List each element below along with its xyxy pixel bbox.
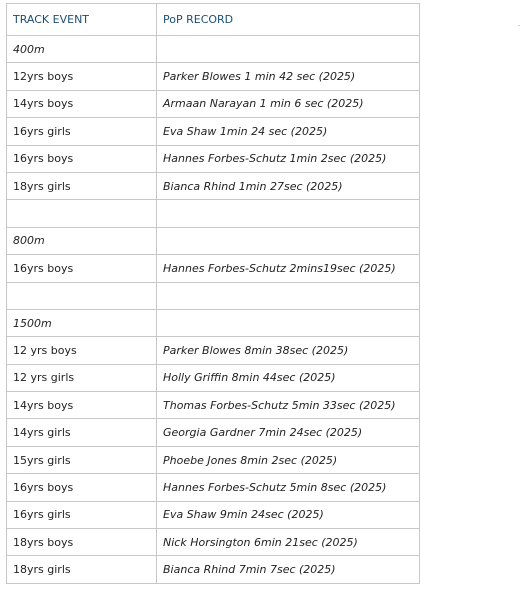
table-row [7, 118, 420, 145]
event-cell: 12 yrs girls [7, 364, 157, 391]
event-cell: 18yrs girls [7, 556, 157, 583]
table-row [7, 556, 420, 583]
record-cell: Holly Griffin 8min 44sec (2025) [157, 364, 420, 391]
record-cell [157, 200, 420, 227]
event-cell: 15yrs girls [7, 446, 157, 473]
section-title: 1500m [7, 309, 157, 336]
record-cell: Phoebe Jones 8min 2sec (2025) [157, 446, 420, 473]
table-row [7, 529, 420, 556]
table-row [7, 90, 420, 117]
event-cell: 16yrs boys [7, 474, 157, 501]
record-cell: Georgia Gardner 7min 24sec (2025) [157, 419, 420, 446]
record-cell [157, 36, 420, 63]
records-table [6, 3, 420, 584]
event-cell [7, 282, 157, 309]
event-cell: 18yrs boys [7, 529, 157, 556]
event-cell: 16yrs girls [7, 118, 157, 145]
edge-mark [518, 25, 520, 26]
table-row [7, 145, 420, 172]
table-row [7, 474, 420, 501]
record-cell: Hannes Forbes-Schutz 5min 8sec (2025) [157, 474, 420, 501]
event-cell: 16yrs girls [7, 501, 157, 528]
record-cell: Parker Blowes 1 min 42 sec (2025) [157, 63, 420, 90]
event-cell: 18yrs girls [7, 172, 157, 199]
event-cell: 12 yrs boys [7, 337, 157, 364]
table-row [7, 63, 420, 90]
blank-row [7, 282, 420, 309]
header-track-event: TRACK EVENT [7, 4, 157, 36]
section-title: 400m [7, 36, 157, 63]
table-row [7, 337, 420, 364]
record-cell: Parker Blowes 8min 38sec (2025) [157, 337, 420, 364]
section-title: 800m [7, 227, 157, 254]
table-row [7, 255, 420, 282]
table-body [7, 36, 420, 584]
table-row [7, 364, 420, 391]
section-row [7, 227, 420, 254]
blank-row [7, 200, 420, 227]
table-row [7, 172, 420, 199]
record-cell: Hannes Forbes-Schutz 1min 2sec (2025) [157, 145, 420, 172]
table-row [7, 392, 420, 419]
record-cell: Armaan Narayan 1 min 6 sec (2025) [157, 90, 420, 117]
section-row [7, 36, 420, 63]
record-cell: Eva Shaw 9min 24sec (2025) [157, 501, 420, 528]
event-cell [7, 200, 157, 227]
table-header-row [7, 4, 420, 36]
record-cell: Hannes Forbes-Schutz 2mins19sec (2025) [157, 255, 420, 282]
record-cell: Thomas Forbes-Schutz 5min 33sec (2025) [157, 392, 420, 419]
record-cell: Nick Horsington 6min 21sec (2025) [157, 529, 420, 556]
record-cell: Bianca Rhind 1min 27sec (2025) [157, 172, 420, 199]
record-cell [157, 309, 420, 336]
record-cell [157, 282, 420, 309]
record-cell: Bianca Rhind 7min 7sec (2025) [157, 556, 420, 583]
table-row [7, 419, 420, 446]
event-cell: 14yrs boys [7, 392, 157, 419]
event-cell: 16yrs boys [7, 145, 157, 172]
event-cell: 14yrs girls [7, 419, 157, 446]
record-cell [157, 227, 420, 254]
table-row [7, 446, 420, 473]
event-cell: 14yrs boys [7, 90, 157, 117]
event-cell: 12yrs boys [7, 63, 157, 90]
section-row [7, 309, 420, 336]
table-row [7, 501, 420, 528]
event-cell: 16yrs boys [7, 255, 157, 282]
header-pop-record: PoP RECORD [157, 4, 420, 36]
record-cell: Eva Shaw 1min 24 sec (2025) [157, 118, 420, 145]
